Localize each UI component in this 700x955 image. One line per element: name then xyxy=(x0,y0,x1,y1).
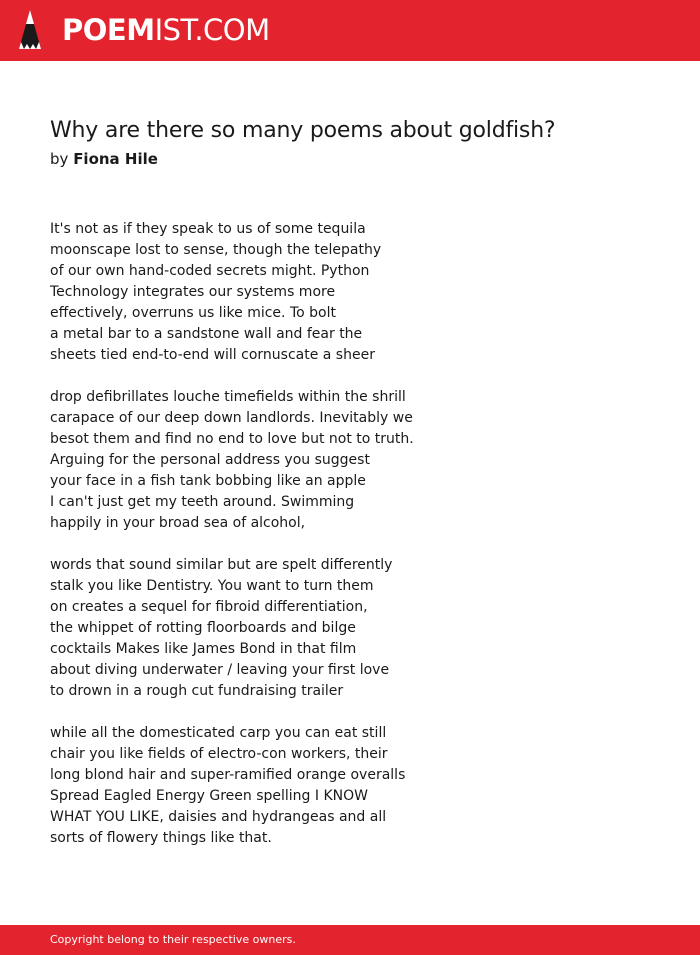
poem-title: Why are there so many poems about goldfish? xyxy=(50,118,556,143)
poem-line: Arguing for the personal address you suggest xyxy=(50,452,370,468)
poem-line: stalk you like Dentistry. You want to turn them xyxy=(50,578,374,594)
by-label: by xyxy=(50,150,69,168)
poem-line: WHAT YOU LIKE, daisies and hydrangeas and all xyxy=(50,809,387,825)
poem-line: happily in your broad sea of alcohol, xyxy=(50,515,306,531)
poem-line: drop defibrillates louche timefields within the shrill xyxy=(50,389,406,405)
poem-line: sheets tied end-to-end will cornuscate a sheer xyxy=(50,347,375,363)
poem-line: your face in a fish tank bobbing like an apple xyxy=(50,473,366,489)
poem-line: moonscape lost to sense, though the telepathy xyxy=(50,242,382,258)
poem-line: on creates a sequel for fibroid differentiation, xyxy=(50,599,368,615)
poem-stanza xyxy=(50,387,650,534)
poem-author: Fiona Hile xyxy=(73,150,158,168)
poem-line: words that sound similar but are spelt differently xyxy=(50,557,393,573)
poem-stanza xyxy=(50,219,650,366)
poem-line: chair you like fields of electro-con workers, their xyxy=(50,746,388,762)
logo-rest-text: IST.COM xyxy=(154,13,270,47)
poem-line: to drown in a rough cut fundraising trailer xyxy=(50,683,344,699)
poem-stanza xyxy=(50,555,650,702)
poem-line: It's not as if they speak to us of some tequila xyxy=(50,221,366,237)
poem-line: the whippet of rotting floorboards and bilge xyxy=(50,620,356,636)
poem-line: I can't just get my teeth around. Swimming xyxy=(50,494,355,510)
poem-line: besot them and find no end to love but not to truth. xyxy=(50,431,414,447)
poem-line: effectively, overruns us like mice. To bolt xyxy=(50,305,336,321)
site-header xyxy=(0,0,700,61)
poem-line: sorts of flowery things like that. xyxy=(50,830,272,846)
copyright-text: Copyright belong to their respective owners. xyxy=(50,933,296,946)
poem-line: long blond hair and super-ramified orange overalls xyxy=(50,767,406,783)
site-logo[interactable] xyxy=(62,13,270,47)
poem-line: while all the domesticated carp you can eat still xyxy=(50,725,387,741)
poem-line: cocktails Makes like James Bond in that film xyxy=(50,641,357,657)
poem-line: Spread Eagled Energy Green spelling I KNOW xyxy=(50,788,368,804)
poem-line: Technology integrates our systems more xyxy=(50,284,336,300)
poem-line: of our own hand-coded secrets might. Python xyxy=(50,263,370,279)
poem-line: a metal bar to a sandstone wall and fear the xyxy=(50,326,363,342)
pen-nib-icon[interactable] xyxy=(17,9,43,53)
site-footer xyxy=(0,925,700,955)
poem-body xyxy=(50,219,650,870)
poem-byline xyxy=(50,149,158,169)
poem-line: about diving underwater / leaving your first love xyxy=(50,662,390,678)
poem-line: carapace of our deep down landlords. Inevitably we xyxy=(50,410,413,426)
logo-bold-text: POEM xyxy=(62,13,155,47)
poem-stanza xyxy=(50,723,650,849)
